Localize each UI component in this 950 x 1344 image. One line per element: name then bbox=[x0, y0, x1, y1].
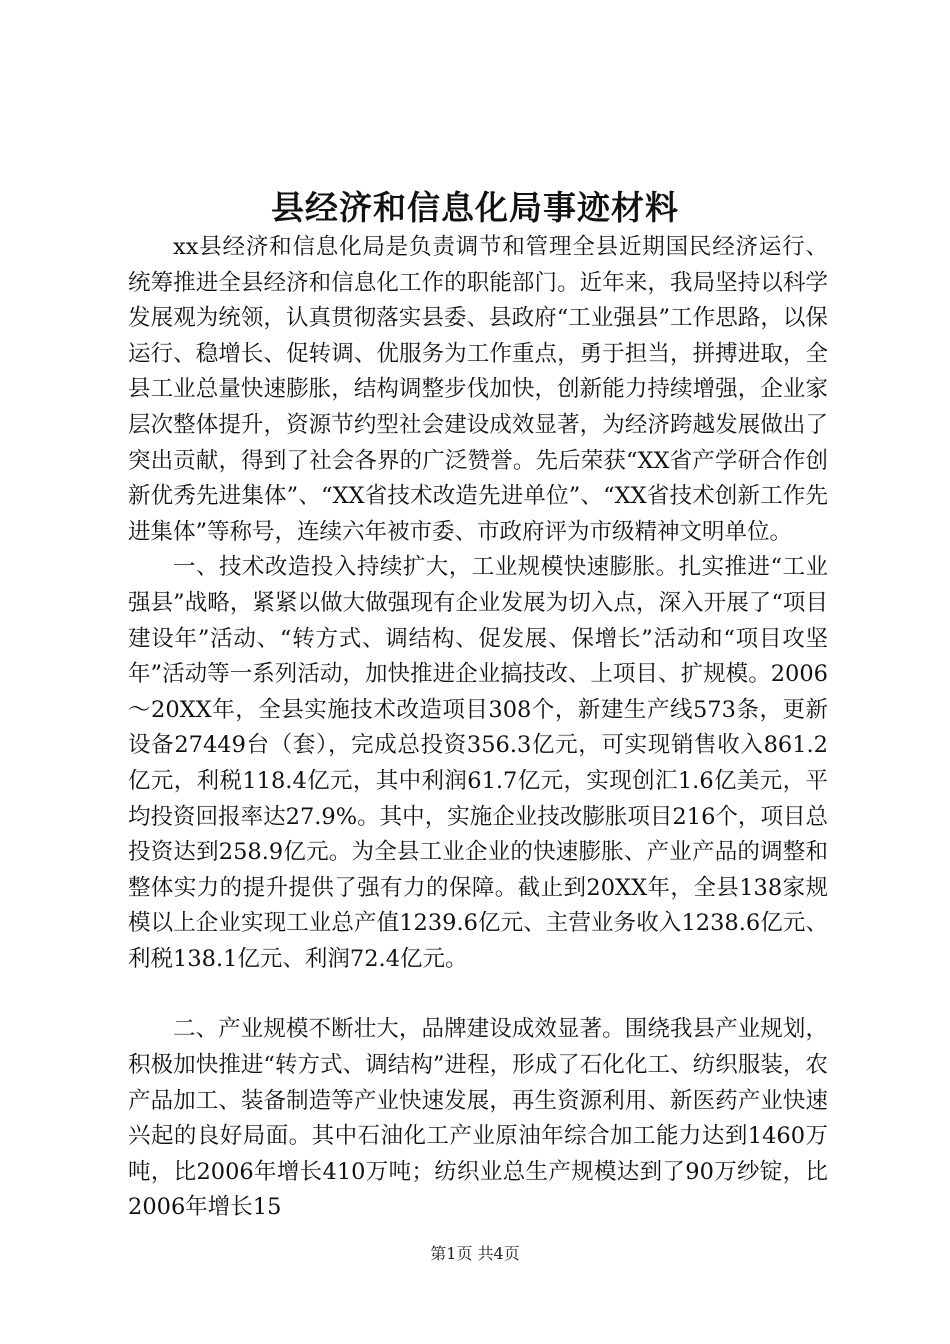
paragraph-intro: xx县经济和信息化局是负责调节和管理全县近期国民经济运行、统筹推进全县经济和信息化工作的职能部门。近年来，我局坚持以科学发展观为统领，认真贯彻落实县委、县政府“工业强县”工作思路，以保运行、稳增长、促转调、优服务为工作重点，勇于担当，拼搏进取，全县工业总量快速膨胀，结构调整步伐加快，创新能力持续增强，企业家层次整体提升，资源节约型社会建设成效显著，为经济跨越发展做出了突出贡献，得到了社会各界的广泛赞誉。先后荣获“XX省产学研合作创新优秀先进集体”、“XX省技术改造先进单位”、“XX省技术创新工作先进集体”等称号，连续六年被市委、市政府评为市级精神文明单位。 bbox=[128, 234, 828, 545]
document-title: 县经济和信息化局事迹材料 bbox=[271, 188, 679, 227]
paragraph-section-two: 二、产业规模不断壮大，品牌建设成效显著。围绕我县产业规划，积极加快推进“转方式、调结构”进程，形成了石化化工、纺织服装，农产品加工、装备制造等产业快速发展，再生资源利用、新医药产业快速兴起的良好局面。其中石油化工产业原油年综合加工能力达到1460万吨，比2006年增长410万吨；纺织业总生产规模达到了90万纱锭，比2006年增长15 bbox=[128, 1016, 828, 1221]
paragraph-section-one: 一、技术改造投入持续扩大，工业规模快速膨胀。扎实推进“工业强县”战略，紧紧以做大做强现有企业发展为切入点，深入开展了“项目建设年”活动、“转方式、调结构、促发展、保增长”活动和“项目攻坚年”活动等一系列活动，加快推进企业搞技改、上项目、扩规模。2006～20XX年，全县实施技术改造项目308个，新建生产线573条，更新设备27449台（套），完成总投资356.3亿元，可实现销售收入861.2亿元，利税118.4亿元，其中利润61.7亿元，实现创汇1.6亿美元，平均投资回报率达27.9%。其中，实施企业技改膨胀项目216个，项目总投资达到258.9亿元。为全县工业企业的快速膨胀、产业产品的调整和整体实力的提升提供了强有力的保障。截止到20XX年，全县138家规模以上企业实现工业总产值1239.6亿元、主营业务收入1238.6亿元、利税138.1亿元、利润72.4亿元。 bbox=[128, 554, 828, 972]
document-body bbox=[128, 230, 828, 1226]
page-number-footer: 第1页 共4页 bbox=[430, 1244, 520, 1263]
